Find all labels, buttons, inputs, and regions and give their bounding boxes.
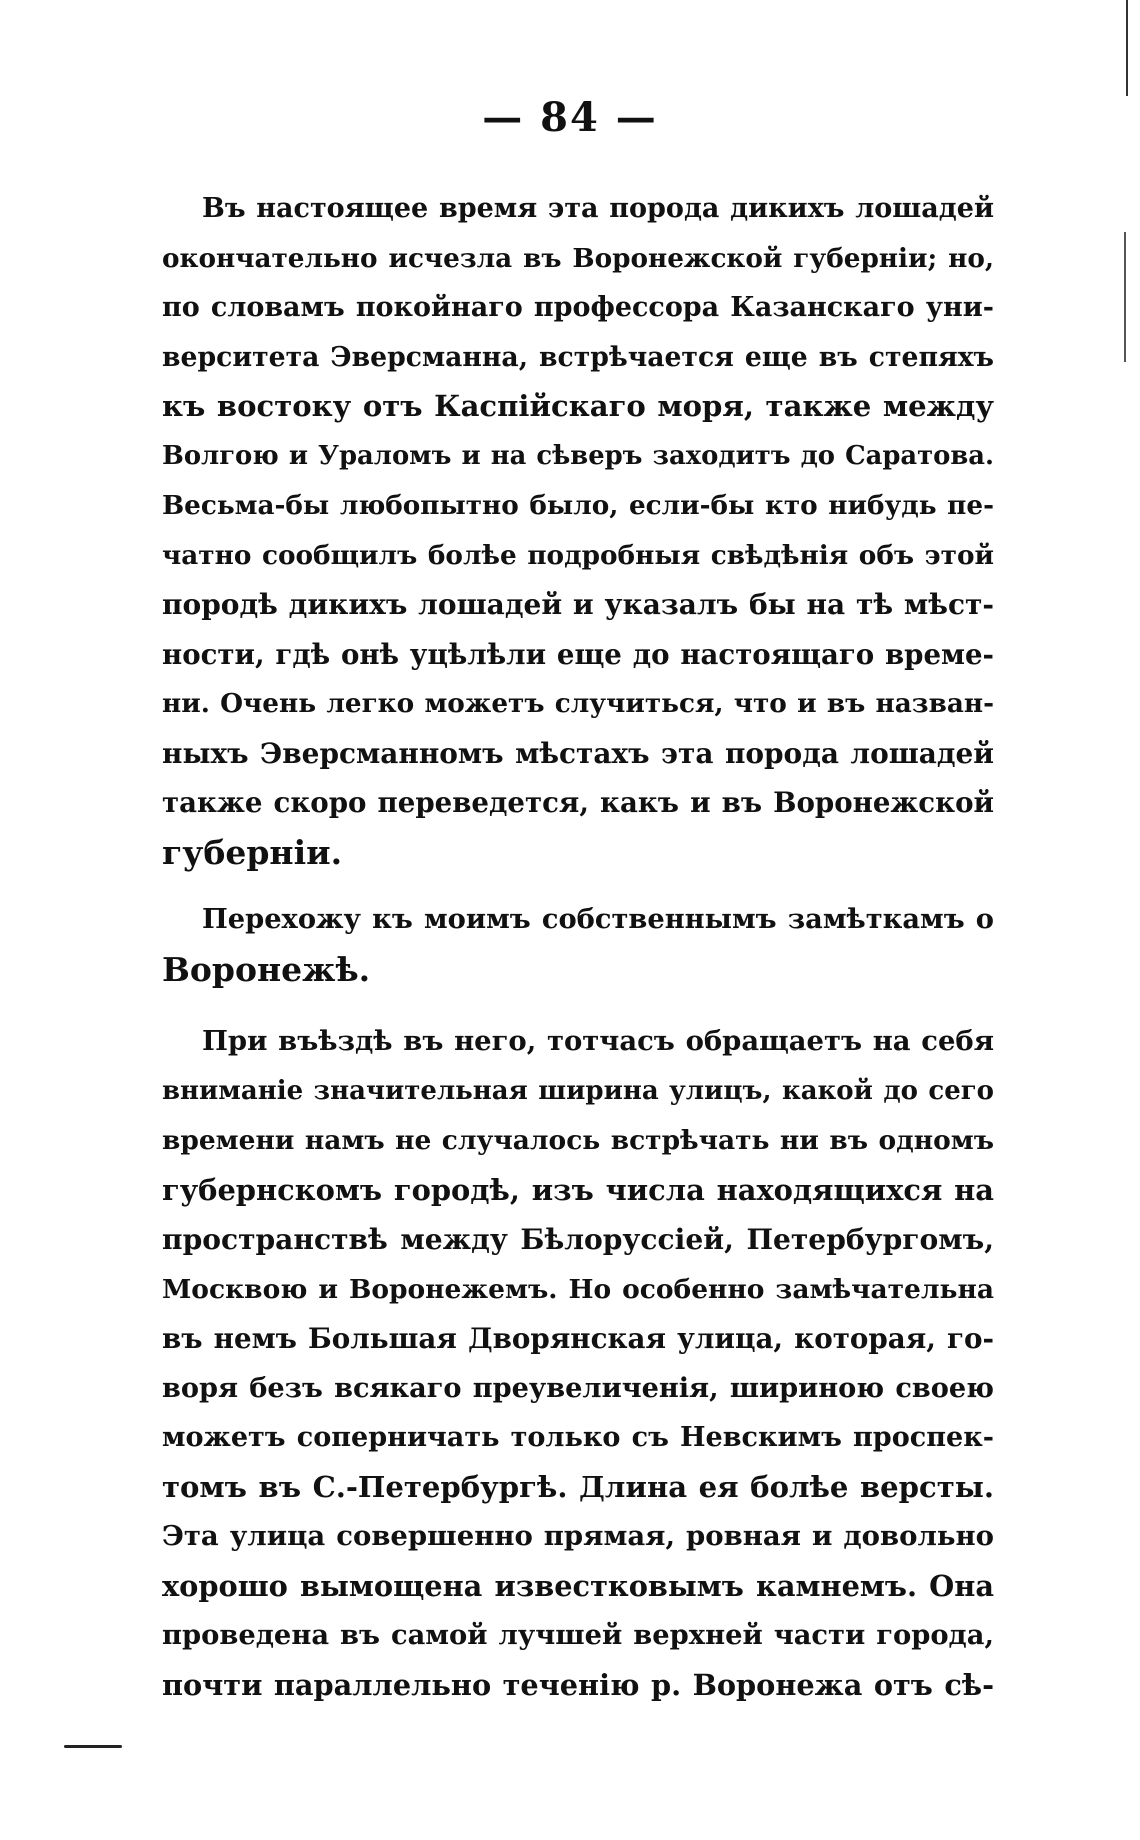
paragraph-transition	[162, 895, 994, 994]
scan-edge-mark	[64, 1745, 122, 1748]
text-line: породѣ дикихъ лошадей и указалъ бы на тѣ мѣст-	[162, 588, 994, 621]
text-line: времени намъ не случалось встрѣчать ни въ одномъ	[162, 1125, 994, 1156]
paragraph-voronezh-streets	[162, 1017, 994, 1710]
text-line: можетъ соперничать только съ Невскимъ проспек-	[162, 1422, 994, 1453]
text-line: Волгою и Ураломъ и на сѣверъ заходитъ до Саратова.	[162, 440, 994, 471]
text-line: томъ въ С.-Петербургѣ. Длина ея болѣе версты.	[162, 1469, 994, 1504]
text-line: Москвою и Воронежемъ. Но особенно замѣчательна	[162, 1273, 994, 1305]
text-line: по словамъ покойнаго профессора Казанскаго уни-	[162, 292, 994, 323]
text-line: ности, гдѣ онѣ уцѣлѣли еще до настоящаго време-	[162, 637, 994, 671]
text-line: пространствѣ между Бѣлоруссіей, Петербургомъ,	[162, 1223, 994, 1256]
text-line: губерніи.	[162, 832, 343, 872]
text-line: проведена въ самой лучшей верхней части города,	[162, 1619, 994, 1651]
text-line: чатно сообщилъ болѣе подробныя свѣдѣнія объ этой	[162, 539, 994, 571]
text-line: Въ настоящее время эта порода дикихъ лошадей	[202, 193, 994, 224]
scan-edge-line-top	[1126, 0, 1128, 96]
page-number-label: — 84 —	[482, 94, 658, 141]
text-line: ныхъ Эверсманномъ мѣстахъ эта порода лошадей	[162, 736, 994, 770]
text-line: окончательно исчезла въ Воронежской губерніи; но,	[162, 242, 994, 274]
text-line: воря безъ всякаго преувеличенія, шириною своею	[162, 1371, 994, 1404]
text-line: Перехожу къ моимъ собственнымъ замѣткамъ о	[202, 903, 994, 935]
text-line: верситета Эверсманна, встрѣчается еще въ степяхъ	[162, 341, 994, 373]
text-line: губернскомъ городѣ, изъ числа находящихся на	[162, 1172, 994, 1207]
text-line: въ немъ Большая Дворянская улица, которая, го-	[162, 1322, 994, 1355]
text-line: вниманіе значительная ширина улицъ, какой до сего	[162, 1075, 994, 1106]
text-line: Эта улица совершенно прямая, ровная и довольно	[162, 1520, 994, 1552]
text-line: хорошо вымощена известковымъ камнемъ. Она	[162, 1568, 994, 1603]
text-line: также скоро переведется, какъ и въ Воронежской	[162, 786, 994, 819]
text-line: ни. Очень легко можетъ случиться, что и въ назван-	[162, 688, 994, 719]
text-line: Воронежѣ.	[162, 949, 371, 989]
text-line: почти параллельно теченію р. Воронежа отъ сѣ-	[162, 1667, 994, 1702]
text-line: При въѣздѣ въ него, тотчасъ обращаетъ на себя	[202, 1025, 994, 1057]
scan-edge-line-middle	[1124, 232, 1126, 362]
text-line: Весьма-бы любопытно было, если-бы кто нибудь пе-	[162, 490, 994, 521]
paragraph-wild-horses	[162, 184, 994, 877]
page-number	[0, 94, 1140, 141]
text-line: къ востоку отъ Каспійскаго моря, также между	[162, 389, 994, 423]
